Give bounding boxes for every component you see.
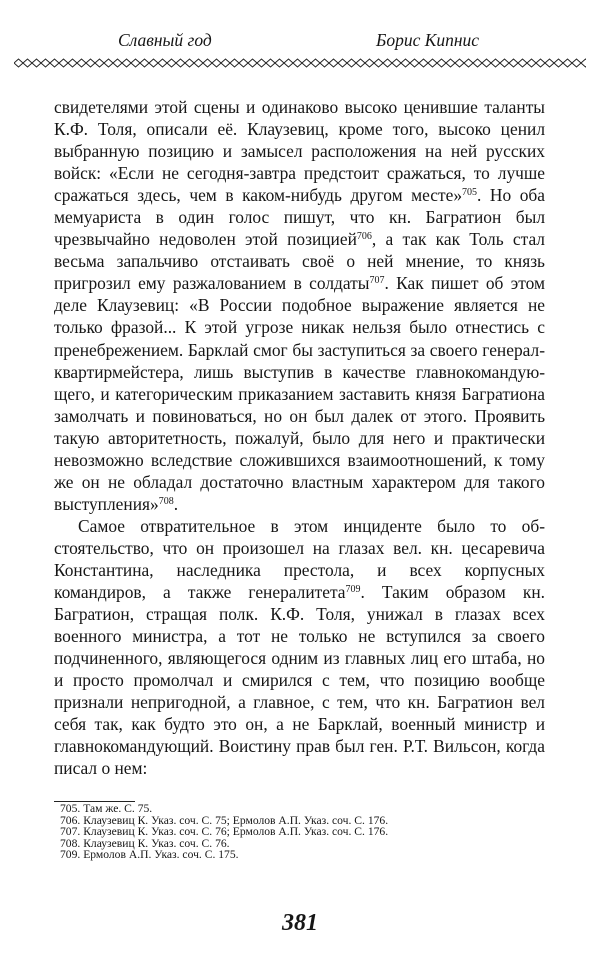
footnote: 706. Клаузевиц К. Указ. соч. С. 75; Ермолов А.П. Указ. соч. С. 176. — [60, 813, 389, 827]
text-run: свидетелями этой сцены и одинаково высоко ценившие таланты К.Ф. Толя, описали её. Клаузевиц, кроме того, высоко ценил выбранную позицию и замысел расположения на ней русских войск: «Если не сегодня-завтра предстоит сражаться, то лучше сражаться здесь, чем в каком-нибудь другом месте» — [54, 97, 545, 206]
body-text — [54, 96, 545, 779]
footnote: 705. Там же. С. 75. — [60, 802, 153, 815]
footnote: 709. Ермолов А.П. Указ. соч. С. 175. — [60, 848, 239, 862]
header-author: Борис Кипнис — [376, 30, 480, 50]
text-run: . Как пишет об этом деле Клаузевиц: «В России подобное выражение является не только фразой... К этой угрозе никак нельзя было отнестись с пренебрежением. Барклай смог бы заступиться за своего генерал-квартирмейстера, лишь выступив в качестве главнокомандующего, и категорическим приказанием заставить князя Багратиона замолчать и повиноваться, но он был далек от этого. Проявить такую авторитетность, пожалуй, было для него и практически невозможно вследствие сложившихся взаимоотношений, к тому же он не обладал достаточно властным характером для такого выступления» — [54, 273, 545, 514]
footnote-ref: 708 — [158, 495, 174, 507]
text-run: , а так как Толь стал весьма запальчиво отстаивать своё о ней мнение, то князь пригрозил ему разжалованием в солдаты — [54, 229, 545, 294]
footnote-ref: 709 — [345, 584, 361, 596]
page-number: 381 — [282, 910, 318, 936]
header-book-title: Славный год — [118, 30, 212, 50]
footnote-ref: 707 — [369, 275, 385, 287]
footnotes — [60, 803, 540, 861]
text-run: . Таким образом кн. Багратион, стращая полк. К.Ф. Толя, унижал в глазах всех военного министра, а тот не только не вступился за своего подчиненного, являющегося одним из главных лиц его штаба, но и просто промолчал и смирился с тем, что позицию вообще признали непригодной, а главное, с тем, что кн. Багратион вел себя так, как будто это он, а не Барклай, военный министр и главнокомандующий. Воистину прав был ген. Р.Т. Вильсон, когда писал о нем: — [54, 582, 545, 779]
footnote: 708. Клаузевиц К. Указ. соч. С. 76. — [60, 836, 230, 850]
footnote-ref: 706 — [356, 231, 372, 243]
text-run: Самое отвратительное в этом инциденте было то обстоятельство, что он произошел на глазах вел. кн. цесаревича Константина, наследника престола, и всех корпусных командиров, а также генералитета — [54, 515, 545, 603]
footnote: 707. Клаузевиц К. Указ. соч. С. 76; Ермолов А.П. Указ. соч. С. 176. — [60, 825, 389, 839]
paragraph — [54, 96, 545, 515]
text-run: . — [173, 493, 179, 514]
text-run: . Но оба мемуариста в один голос пишут, что кн. Багратион был чрезвычайно недоволен этой позицией — [54, 185, 545, 250]
footnote-ref: 705 — [462, 187, 478, 199]
paragraph — [54, 515, 545, 780]
running-header — [118, 30, 538, 58]
diamond-chain-divider-icon — [14, 57, 586, 69]
